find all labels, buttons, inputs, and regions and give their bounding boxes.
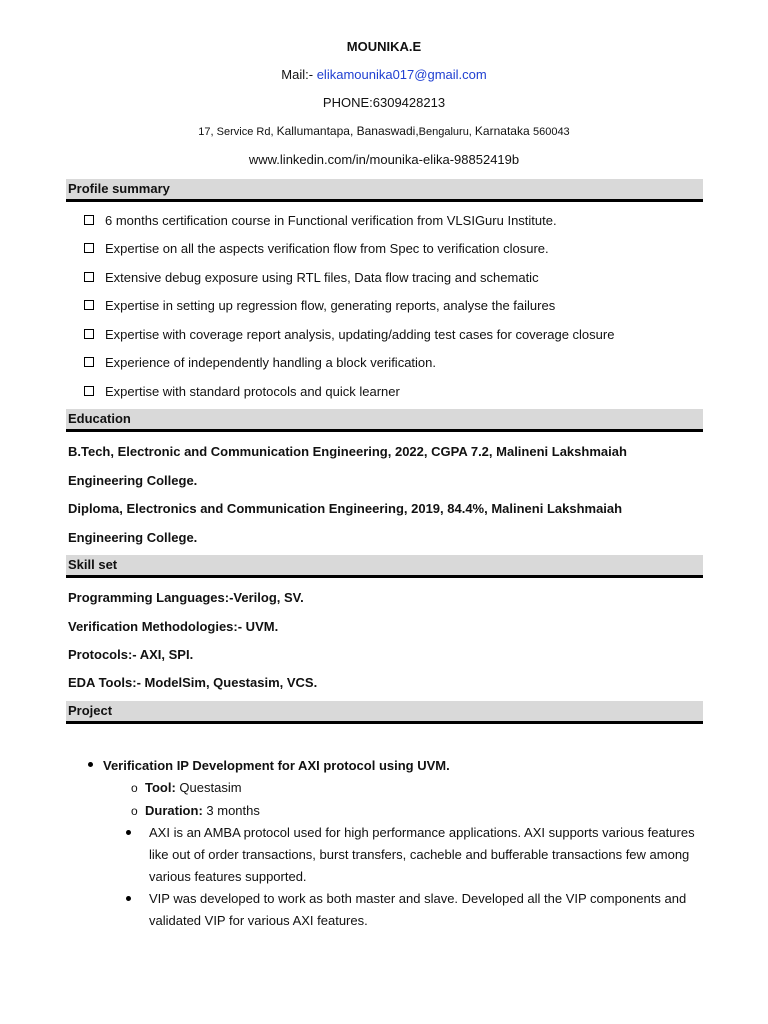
section-education: Education <box>66 409 703 432</box>
project-tool: o Tool: Questasim <box>131 780 242 795</box>
email-link[interactable]: elikamounika017@gmail.com <box>316 67 487 82</box>
project-title: Verification IP Development for AXI protocol using UVM. <box>88 758 450 773</box>
checkbox-bullet-icon <box>84 300 94 310</box>
project-description: VIP was developed to work as both master and slave. Developed all the VIP components and validated VIP for various AXI features. <box>149 891 687 928</box>
checkbox-bullet-icon <box>84 243 94 253</box>
candidate-name: MOUNIKA.E <box>346 39 422 54</box>
section-profile-summary: Profile summary <box>66 179 703 202</box>
profile-item: Expertise on all the aspects verification flow from Spec to verification closure. <box>84 241 549 256</box>
education-line: Engineering College. <box>68 473 198 488</box>
bullet-icon <box>88 762 93 767</box>
circle-bullet-icon: o <box>131 781 138 795</box>
skill-line: Verification Methodologies:- UVM. <box>68 619 279 634</box>
skill-line: EDA Tools:- ModelSim, Questasim, VCS. <box>68 675 318 690</box>
bullet-icon <box>126 830 131 835</box>
project-duration: o Duration: 3 months <box>131 803 260 818</box>
checkbox-bullet-icon <box>84 357 94 367</box>
profile-item: Experience of independently handling a block verification. <box>84 355 436 370</box>
profile-item: Expertise with standard protocols and quick learner <box>84 384 400 399</box>
profile-item: Expertise with coverage report analysis, updating/adding test cases for coverage closure <box>84 327 614 342</box>
education-line: Diploma, Electronics and Communication Engineering, 2019, 84.4%, Malineni Lakshmaiah <box>68 501 623 516</box>
linkedin-link[interactable]: www.linkedin.com/in/mounika-elika-98852419b <box>248 152 520 167</box>
checkbox-bullet-icon <box>84 329 94 339</box>
profile-item: Expertise in setting up regression flow, generating reports, analyse the failures <box>84 298 555 313</box>
bullet-icon <box>126 896 131 901</box>
section-project: Project <box>66 701 703 724</box>
circle-bullet-icon: o <box>131 804 138 818</box>
skill-line: Protocols:- AXI, SPI. <box>68 647 194 662</box>
project-description: AXI is an AMBA protocol used for high performance applications. AXI supports various features like out of order transactions, burst transfers, cacheble and bufferable transactions few among various features supported. <box>149 825 695 884</box>
address-area: Kallumantapa, Banaswadi, <box>276 124 419 138</box>
checkbox-bullet-icon <box>84 386 94 396</box>
checkbox-bullet-icon <box>84 272 94 282</box>
address-pin: 560043 <box>532 126 570 138</box>
profile-item: Extensive debug exposure using RTL files, Data flow tracing and schematic <box>84 270 539 285</box>
skill-line: Programming Languages:-Verilog, SV. <box>68 590 304 605</box>
address-street: 17, Service Rd, <box>198 126 277 138</box>
education-line: B.Tech, Electronic and Communication Engineering, 2022, CGPA 7.2, Malineni Lakshmaiah <box>68 444 627 459</box>
phone-line: PHONE:6309428213 <box>322 95 446 110</box>
education-line: Engineering College. <box>68 530 198 545</box>
address-city: Bengaluru, <box>418 126 475 138</box>
address-state: Karnataka <box>474 124 533 138</box>
address-line <box>0 124 768 138</box>
profile-item: 6 months certification course in Functional verification from VLSIGuru Institute. <box>84 213 557 228</box>
section-skill-set: Skill set <box>66 555 703 578</box>
mail-line <box>0 67 768 82</box>
checkbox-bullet-icon <box>84 215 94 225</box>
mail-label: Mail:- <box>281 67 314 82</box>
